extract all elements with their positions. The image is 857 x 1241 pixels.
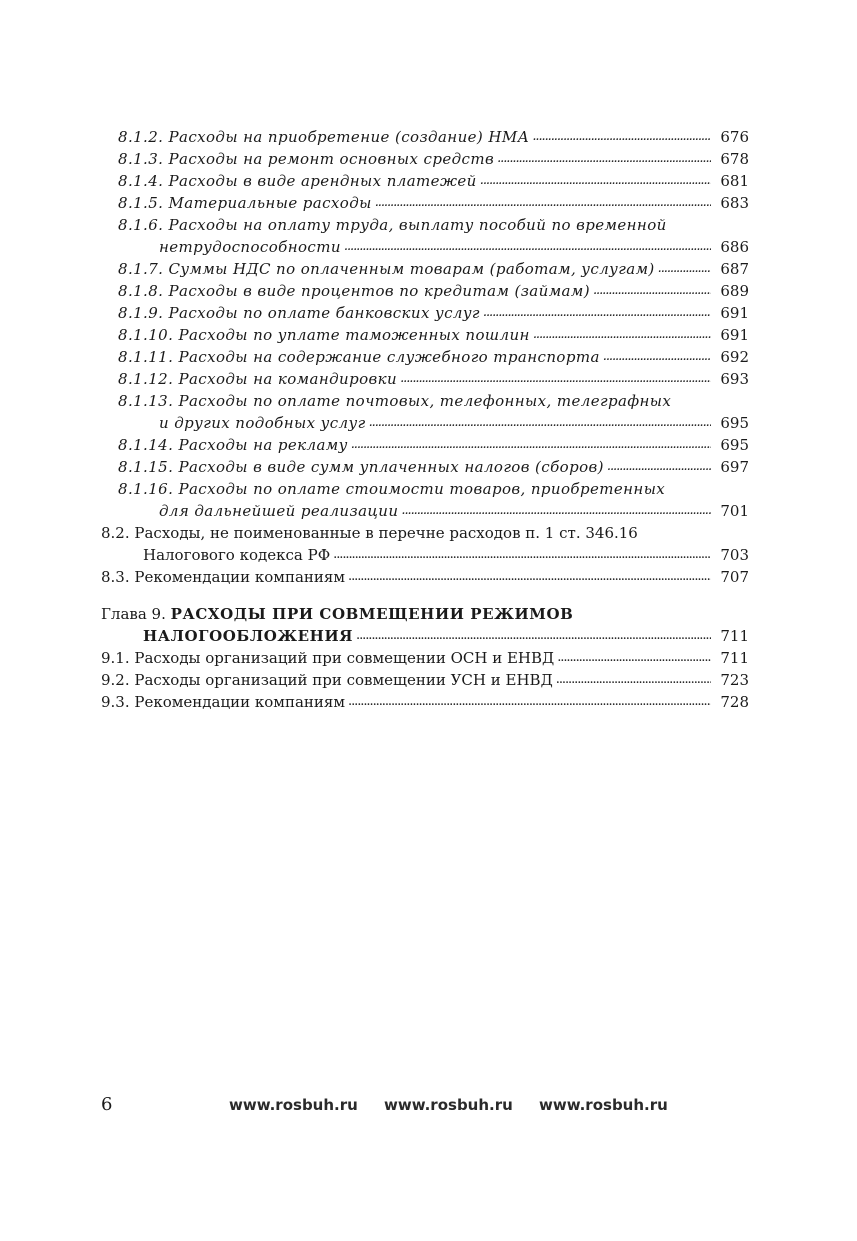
toc-entry-title: 8.1.8. Расходы в виде процентов по кредитам (займам) <box>118 282 590 300</box>
footer-link[interactable]: www.rosbuh.ru <box>229 1096 358 1114</box>
toc-entry-8-1-6[interactable] <box>101 214 749 258</box>
toc-entry-8-1-16[interactable] <box>101 478 749 522</box>
dot-leader <box>530 324 715 346</box>
toc-entry-title: 8.1.14. Расходы на рекламу <box>118 436 348 454</box>
toc-entry-8-1-3[interactable] <box>101 148 749 170</box>
dot-leader <box>345 691 715 713</box>
toc-entry-title: 9.1. Расходы организаций при совмещении ОСН и ЕНВД <box>101 649 555 667</box>
toc-entry-9-1[interactable] <box>101 647 749 669</box>
toc-entry-page: 691 <box>720 304 749 322</box>
toc-entry-page: 723 <box>720 671 749 689</box>
toc-entry-page: 695 <box>720 436 749 454</box>
dot-leader <box>330 544 715 566</box>
toc-entry-8-1-5[interactable] <box>101 192 749 214</box>
toc-entry-8-1-12[interactable] <box>101 368 749 390</box>
toc-entry-8-1-8[interactable] <box>101 280 749 302</box>
dot-leader <box>604 456 715 478</box>
chapter-label: Глава 9. <box>101 605 166 623</box>
toc-entry-page: 683 <box>720 194 749 212</box>
toc-entry-title: 8.1.2. Расходы на приобретение (создание) НМА <box>118 128 530 146</box>
dot-leader <box>477 170 715 192</box>
dot-leader <box>554 647 715 669</box>
toc-entry-page: 691 <box>720 326 749 344</box>
dot-leader <box>353 625 715 647</box>
dot-leader <box>397 368 715 390</box>
toc-entry-title-line1: 8.2. Расходы, не поименованные в перечне расходов п. 1 ст. 346.16 <box>101 524 638 542</box>
toc-entry-title: 8.1.11. Расходы на содержание служебного транспорта <box>118 348 600 366</box>
footer-link[interactable]: www.rosbuh.ru <box>384 1096 513 1114</box>
toc-entry-8-1-7[interactable] <box>101 258 749 280</box>
toc-entry-8-1-14[interactable] <box>101 434 749 456</box>
chapter-name-line1: РАСХОДЫ ПРИ СОВМЕЩЕНИИ РЕЖИМОВ <box>170 605 574 623</box>
toc-entry-title: 8.1.10. Расходы по уплате таможенных пошлин <box>118 326 530 344</box>
toc-entry-8-1-10[interactable] <box>101 324 749 346</box>
dot-leader <box>345 566 715 588</box>
toc-entry-title: 9.3. Рекомендации компаниям <box>101 693 346 711</box>
chapter-page: 711 <box>720 627 749 645</box>
toc-entry-page: 692 <box>720 348 749 366</box>
toc-entry-9-3[interactable] <box>101 691 749 713</box>
toc-entry-title: 8.3. Рекомендации компаниям <box>101 568 346 586</box>
dot-leader <box>590 280 715 302</box>
toc-entry-title-line1: 8.1.6. Расходы на оплату труда, выплату пособий по временной <box>118 216 667 234</box>
toc-entry-title-line2: для дальнейшей реализации <box>159 502 399 520</box>
toc-entry-8-1-13[interactable] <box>101 390 749 434</box>
toc-entry-page: 695 <box>720 414 749 432</box>
toc-entry-title: 8.1.4. Расходы в виде арендных платежей <box>118 172 477 190</box>
dot-leader <box>372 192 715 214</box>
toc-entry-8-1-15[interactable] <box>101 456 749 478</box>
toc-entry-page: 703 <box>720 546 749 564</box>
toc-entry-8-1-9[interactable] <box>101 302 749 324</box>
toc-entry-title: 8.1.3. Расходы на ремонт основных средств <box>118 150 495 168</box>
toc-chapter-9[interactable] <box>101 603 749 647</box>
dot-leader <box>600 346 715 368</box>
toc-entry-title: 8.1.15. Расходы в виде сумм уплаченных налогов (сборов) <box>118 458 604 476</box>
table-of-contents <box>101 126 749 713</box>
toc-entry-title: 8.1.12. Расходы на командировки <box>118 370 398 388</box>
dot-leader <box>348 434 715 456</box>
dot-leader <box>398 500 715 522</box>
toc-entry-title-line2: нетрудоспособности <box>159 238 341 256</box>
toc-entry-8-1-11[interactable] <box>101 346 749 368</box>
dot-leader <box>655 258 715 280</box>
page-footer <box>101 1094 701 1118</box>
dot-leader <box>480 302 715 324</box>
dot-leader <box>494 148 715 170</box>
toc-entry-title: 8.1.7. Суммы НДС по оплаченным товарам (работам, услугам) <box>118 260 655 278</box>
toc-entry-page: 711 <box>720 649 749 667</box>
dot-leader <box>529 126 715 148</box>
chapter-heading-line1 <box>101 603 749 625</box>
toc-entry-title-line2: Налогового кодекса РФ <box>143 546 331 564</box>
footer-link[interactable]: www.rosbuh.ru <box>539 1096 668 1114</box>
chapter-name-line2: НАЛОГООБЛОЖЕНИЯ <box>143 627 354 645</box>
toc-entry-title: 8.1.9. Расходы по оплате банковских услуг <box>118 304 480 322</box>
dot-leader <box>553 669 715 691</box>
toc-entry-title-line1: 8.1.13. Расходы по оплате почтовых, телефонных, телеграфных <box>118 392 672 410</box>
toc-entry-page: 697 <box>720 458 749 476</box>
toc-entry-9-2[interactable] <box>101 669 749 691</box>
toc-entry-8-2[interactable] <box>101 522 749 566</box>
toc-entry-8-1-4[interactable] <box>101 170 749 192</box>
toc-entry-page: 728 <box>720 693 749 711</box>
dot-leader <box>366 412 715 434</box>
dot-leader <box>341 236 715 258</box>
toc-entry-page: 678 <box>720 150 749 168</box>
toc-entry-title: 8.1.5. Материальные расходы <box>118 194 372 212</box>
toc-entry-page: 701 <box>720 502 749 520</box>
toc-entry-title-line2: и других подобных услуг <box>159 414 366 432</box>
toc-entry-8-3[interactable] <box>101 566 749 588</box>
page-number: 6 <box>101 1094 113 1115</box>
toc-entry-page: 686 <box>720 238 749 256</box>
toc-entry-page: 676 <box>720 128 749 146</box>
toc-entry-page: 681 <box>720 172 749 190</box>
toc-entry-page: 707 <box>720 568 749 586</box>
toc-entry-8-1-2[interactable] <box>101 126 749 148</box>
toc-entry-page: 689 <box>720 282 749 300</box>
toc-entry-page: 693 <box>720 370 749 388</box>
toc-entry-title-line1: 8.1.16. Расходы по оплате стоимости товаров, приобретенных <box>118 480 666 498</box>
toc-entry-title: 9.2. Расходы организаций при совмещении УСН и ЕНВД <box>101 671 553 689</box>
toc-entry-page: 687 <box>720 260 749 278</box>
